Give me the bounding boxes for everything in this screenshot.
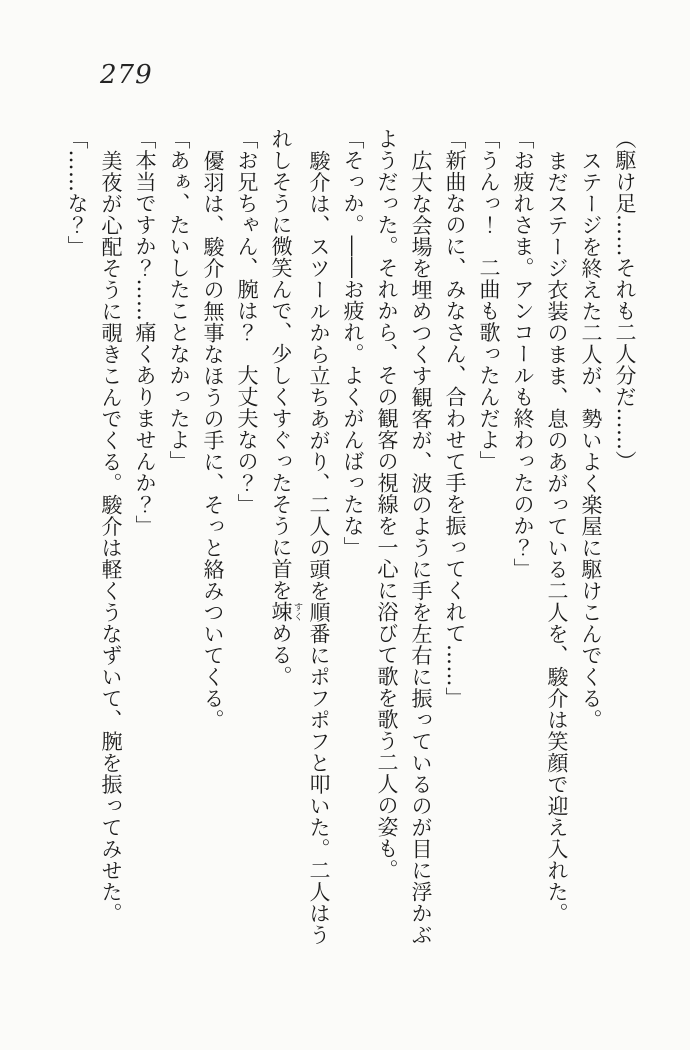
text-line-6: 「新曲なのに、みなさん、合わせて手を振ってくれて……」 [443,128,467,709]
text-line-11: れしそうに微笑んで、少しくすぐったそうに首を竦すくめる。 [269,128,303,687]
text-line-10: 駿介は、スツールから立ちあがり、二人の頭を順番にポフポフと叩いた。二人はう [307,149,331,945]
text-line-14: 「あぁ、たいしたことなかったよ」 [167,128,191,472]
text-line-15: 「本当ですか？……痛くありませんか？」 [133,128,157,537]
furigana-ruby: 竦すく [269,601,303,623]
text-line-12: 「お兄ちゃん、腕は？ 大丈夫なの？」 [235,128,259,515]
text-line-17: 「……な？」 [65,128,89,257]
text-line-4: 「お疲れさま。アンコールも終わったのか？」 [511,128,535,580]
text-line-3: まだステージ衣装のまま、息のあがっている二人を、駿介は笑顔で迎え入れた。 [545,149,569,924]
text-line-9: 「そっか。――お疲れ。よくがんばったな」 [341,128,365,558]
vertical-text-block [60,128,642,980]
text-line-16: 美夜が心配そうに覗きこんでくる。駿介は軽くうなずいて、腕を振ってみせた。 [99,149,123,924]
page-number: 279 [100,60,153,90]
text-line-5: 「うんっ！ 二曲も歌ったんだよ」 [477,128,501,472]
text-line-1: （駆け足……それも二人分だ……） [613,128,637,472]
text-line-8: ようだった。それから、その観客の視線を一心に浴びて歌を歌う二人の姿も。 [375,128,399,881]
text-line-7: 広大な会場を埋めつくす観客が、波のように手を左右に振っているのが目に浮かぶ [409,149,433,945]
text-line-2: ステージを終えた二人が、勢いよく楽屋に駆けこんでくる。 [579,149,603,730]
text-line-13: 優羽は、駿介の無事なほうの手に、そっと絡みついてくる。 [201,149,225,730]
